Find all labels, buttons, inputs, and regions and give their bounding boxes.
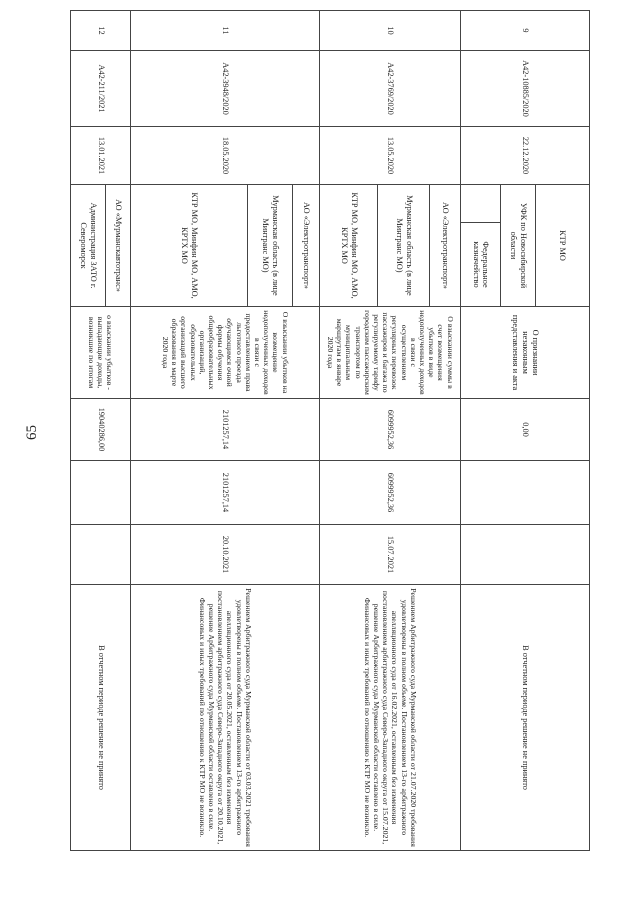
- date2-cell: [71, 525, 131, 585]
- party-cell: АО «Электротранспорт»: [293, 185, 320, 307]
- ktr-mo-header: КТР МО: [536, 185, 590, 307]
- result-cell: Решением Арбитражного суда Мурманской области от 21.07.2020 требования удовлетворены в полном объеме. Постановлением 13-го арбитражного апелляционного суда от 16.02.2021, оставленным без изменения постановлением арбитражного суда Северо-Западного округа от 15.07.2021, решение Арбитражного суда Мурманской области оставлено в силе. Финансовых и иных требований по отношению к КТР МО не возникло.: [320, 585, 461, 851]
- party-cell: Администрация ЗАТО г. Североморск: [71, 185, 106, 307]
- sum-cell: 19040286,00: [71, 399, 131, 461]
- date2-cell: 15.07.2021: [320, 525, 461, 585]
- party-cell: АО «Электротранспорт»: [430, 185, 461, 307]
- date2-cell: [461, 525, 590, 585]
- table-header-row: [536, 11, 590, 851]
- status-cell: В отчетном периоде решение не принято: [71, 585, 131, 851]
- subject-cell: О взыскании суммы в счет возмещения убытков в виде недополученных доходов в связи с осуществлением регулярных перевозок пассажиров и багажа по регулируемому тарифу городским пассажирским транспортом по муниципальным маршрутам в январе 2020 года: [320, 307, 461, 399]
- row-num: 12: [71, 11, 131, 51]
- row-num: 11: [131, 11, 320, 51]
- party-cell: УФК по Новосибирской области: [500, 185, 535, 307]
- date2-cell: 20.10.2021: [131, 525, 320, 585]
- party-cell: КТР МО, Минфин МО, АМО, КРТХ МО: [131, 185, 247, 307]
- party-cell: АО «Мурманскавтотранс»: [106, 185, 131, 307]
- sum2-cell: [71, 461, 131, 525]
- party-empty: [461, 185, 500, 223]
- page-number: 65: [24, 425, 40, 440]
- sum2-cell: 2101257,14: [131, 461, 320, 525]
- row-num: 9: [461, 11, 590, 51]
- table-row: [106, 11, 131, 851]
- sum-cell: 2101257,14: [131, 399, 320, 461]
- table-row: [430, 11, 461, 851]
- case-number: А42-3769/2020: [320, 51, 461, 127]
- party-cell: Мурманская область (в лице Минтранс МО): [378, 185, 430, 307]
- row-num: 10: [320, 11, 461, 51]
- subject-cell: о взыскании убытков - выпадающие доходы, возникшие по итогам: [71, 307, 131, 399]
- party-cell: КТР МО, Минфин МО, АМО, КРТХ МО: [320, 185, 378, 307]
- case-number: А42-3948/2020: [131, 51, 320, 127]
- party-cell: Федеральное казначейство: [461, 223, 500, 307]
- subject-cell: О взыскании убытков на возмещение недополученных доходов в связи с предоставлением права льготного проезда обучающимся очной формы обучения общеобразовательных организаций, образовательных организаций высшего образования в марте 2020 года: [131, 307, 320, 399]
- cases-table: [70, 10, 590, 851]
- table-row: [293, 11, 320, 851]
- case-number: А42-10885/2020: [461, 51, 590, 127]
- case-number: А42-211/2021: [71, 51, 131, 127]
- sum-cell: 0,00: [461, 399, 590, 461]
- sum2-cell: 6099952,36: [320, 461, 461, 525]
- subject-cell: О признании незаконным представления и акта: [461, 307, 590, 399]
- party-cell: Мурманская область (в лице Минтранс МО): [247, 185, 293, 307]
- case-date: 13.05.2020: [320, 127, 461, 185]
- rotated-page: [70, 10, 590, 850]
- result-cell: Решением Арбитражного суда Мурманской области от 03.03.2021 требования удовлетворены в полном объеме. Постановлением 13-го арбитражного апелляционного суда от 20.05.2021, оставленным без изменения постановлением арбитражного суда Северо-Западного округа от 20.10.2021, решение Арбитражного суда Мурманской области оставлено в силе. Финансовых и иных требований по отношению к КТР МО не возникло.: [131, 585, 320, 851]
- sum-cell: 6099952,36: [320, 399, 461, 461]
- case-date: 13.01.2021: [71, 127, 131, 185]
- status-cell: В отчетном периоде решение не принято: [461, 585, 590, 851]
- case-date: 22.12.2020: [461, 127, 590, 185]
- case-date: 18.05.2020: [131, 127, 320, 185]
- sum2-cell: [461, 461, 590, 525]
